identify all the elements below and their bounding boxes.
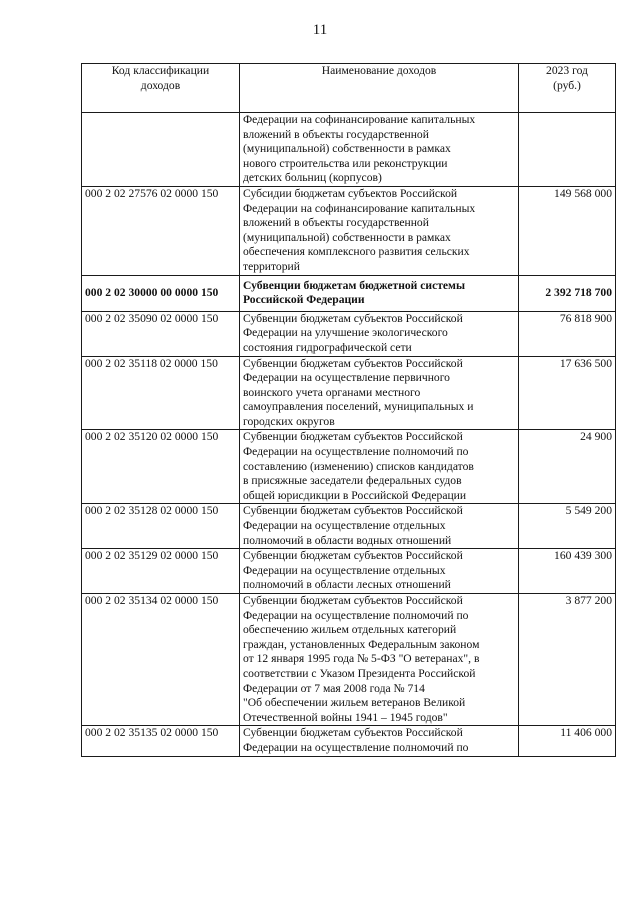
table-header-row <box>82 64 616 113</box>
row-name-line: Субвенции бюджетам субъектов Российской <box>243 549 463 563</box>
table-row <box>82 113 616 187</box>
row-code: 000 2 02 35090 02 0000 150 <box>82 311 240 356</box>
row-name-line: Федерации на осуществление полномочий по <box>243 445 469 459</box>
row-name-line: Отечественной войны 1941 – 1945 годов" <box>243 710 448 724</box>
table-body <box>82 113 616 757</box>
header-code-line: доходов <box>140 78 181 92</box>
row-name-line: Федерации на осуществление отдельных <box>243 563 446 577</box>
row-name-line: обеспечению жильем отдельных категорий <box>243 623 457 637</box>
row-name <box>240 186 519 275</box>
row-name-line: Федерации на софинансирование капитальных <box>243 113 476 126</box>
row-code: 000 2 02 35120 02 0000 150 <box>82 430 240 504</box>
table-row <box>82 594 616 726</box>
table-row <box>82 186 616 275</box>
row-name <box>240 430 519 504</box>
row-name-line: вложений в объекты государственной <box>243 216 429 230</box>
row-code: 000 2 02 35129 02 0000 150 <box>82 549 240 594</box>
row-name-line: соответствии с Указом Президента Российской <box>243 666 476 680</box>
row-name-line: граждан, установленных Федеральным законом <box>243 637 480 651</box>
row-amount: 24 900 <box>519 430 616 504</box>
row-name-line: Субвенции бюджетам субъектов Российской <box>243 430 463 444</box>
row-name-line: Субсидии бюджетам субъектов Российской <box>243 186 458 200</box>
row-name-line: Федерации на софинансирование капитальных <box>243 201 476 215</box>
row-name-line: полномочий в области водных отношений <box>243 533 452 547</box>
table-row <box>82 549 616 594</box>
row-code: 000 2 02 35128 02 0000 150 <box>82 504 240 549</box>
row-name <box>240 726 519 756</box>
row-name-line: городских округов <box>243 414 335 428</box>
row-name-line: "Об обеспечении жильем ветеранов Великой <box>243 696 466 710</box>
table-row <box>82 726 616 756</box>
row-code <box>82 113 240 187</box>
header-code-line: Код классификации <box>111 64 210 77</box>
row-name <box>240 594 519 726</box>
row-name-line: Субвенции бюджетам субъектов Российской <box>243 726 463 740</box>
row-code: 000 2 02 27576 02 0000 150 <box>82 186 240 275</box>
row-amount: 2 392 718 700 <box>519 275 616 311</box>
table-row <box>82 275 616 311</box>
row-name <box>240 311 519 356</box>
row-name <box>240 504 519 549</box>
row-name-line: Федерации на осуществление отдельных <box>243 519 446 533</box>
row-code: 000 2 02 35135 02 0000 150 <box>82 726 240 756</box>
row-name-line: обеспечения комплексного развития сельских <box>243 245 470 259</box>
row-name-line: состояния гидрографической сети <box>243 340 412 354</box>
row-amount: 11 406 000 <box>519 726 616 756</box>
header-year-line: 2023 год <box>546 64 588 77</box>
row-name-line: Федерации от 7 мая 2008 года № 714 <box>243 681 425 695</box>
page-number: 11 <box>312 22 328 38</box>
row-name-line: детских больниц (корпусов) <box>243 171 382 185</box>
table-row <box>82 311 616 356</box>
row-amount: 3 877 200 <box>519 594 616 726</box>
row-name <box>240 549 519 594</box>
header-code <box>82 64 240 113</box>
row-amount: 160 439 300 <box>519 549 616 594</box>
row-amount: 17 636 500 <box>519 356 616 430</box>
row-name-line: в присяжные заседатели федеральных судов <box>243 474 462 488</box>
row-code: 000 2 02 35118 02 0000 150 <box>82 356 240 430</box>
row-name <box>240 356 519 430</box>
row-name-line: Субвенции бюджетам субъектов Российской <box>243 356 463 370</box>
row-name-line: Субвенции бюджетам субъектов Российской <box>243 504 463 518</box>
row-amount <box>519 113 616 187</box>
revenue-table <box>81 63 616 757</box>
header-year-line: (руб.) <box>553 78 581 92</box>
row-name-line: Федерации на осуществление полномочий по <box>243 608 469 622</box>
row-code: 000 2 02 30000 00 0000 150 <box>82 275 240 311</box>
row-name-line: территорий <box>243 259 300 273</box>
row-name-line: Федерации на осуществление первичного <box>243 371 450 385</box>
row-name-line: общей юрисдикции в Российской Федерации <box>243 488 467 502</box>
row-name-line: (муниципальной) собственности в рамках <box>243 142 451 156</box>
header-year <box>519 64 616 113</box>
row-amount: 149 568 000 <box>519 186 616 275</box>
row-name-line: воинского учета органами местного <box>243 385 421 399</box>
row-amount: 76 818 900 <box>519 311 616 356</box>
table-row <box>82 504 616 549</box>
row-name-line: полномочий в области лесных отношений <box>243 578 451 592</box>
row-name-line: Субвенции бюджетам субъектов Российской <box>243 594 463 607</box>
row-name-line: самоуправления поселений, муниципальных и <box>243 400 474 414</box>
row-name-line: Субвенции бюджетам субъектов Российской <box>243 311 463 325</box>
row-name-line: составлению (изменению) списков кандидатов <box>243 459 474 473</box>
row-name-line: Федерации на осуществление полномочий по <box>243 740 469 754</box>
table-row <box>82 356 616 430</box>
row-code: 000 2 02 35134 02 0000 150 <box>82 594 240 726</box>
row-name-line: от 12 января 1995 года № 5-ФЗ "О ветеранах", в <box>243 652 480 666</box>
row-name <box>240 113 519 187</box>
table-row <box>82 430 616 504</box>
row-amount: 5 549 200 <box>519 504 616 549</box>
row-name-line: (муниципальной) собственности в рамках <box>243 230 451 244</box>
header-name <box>240 64 519 113</box>
row-name <box>240 275 519 311</box>
row-name-line: Российской Федерации <box>243 293 365 307</box>
row-name-line: нового строительства или реконструкции <box>243 156 448 170</box>
row-name-line: Субвенции бюджетам бюджетной системы <box>243 278 466 292</box>
header-name-line: Наименование доходов <box>321 64 437 77</box>
row-name-line: вложений в объекты государственной <box>243 127 429 141</box>
row-name-line: Федерации на улучшение экологического <box>243 326 448 340</box>
